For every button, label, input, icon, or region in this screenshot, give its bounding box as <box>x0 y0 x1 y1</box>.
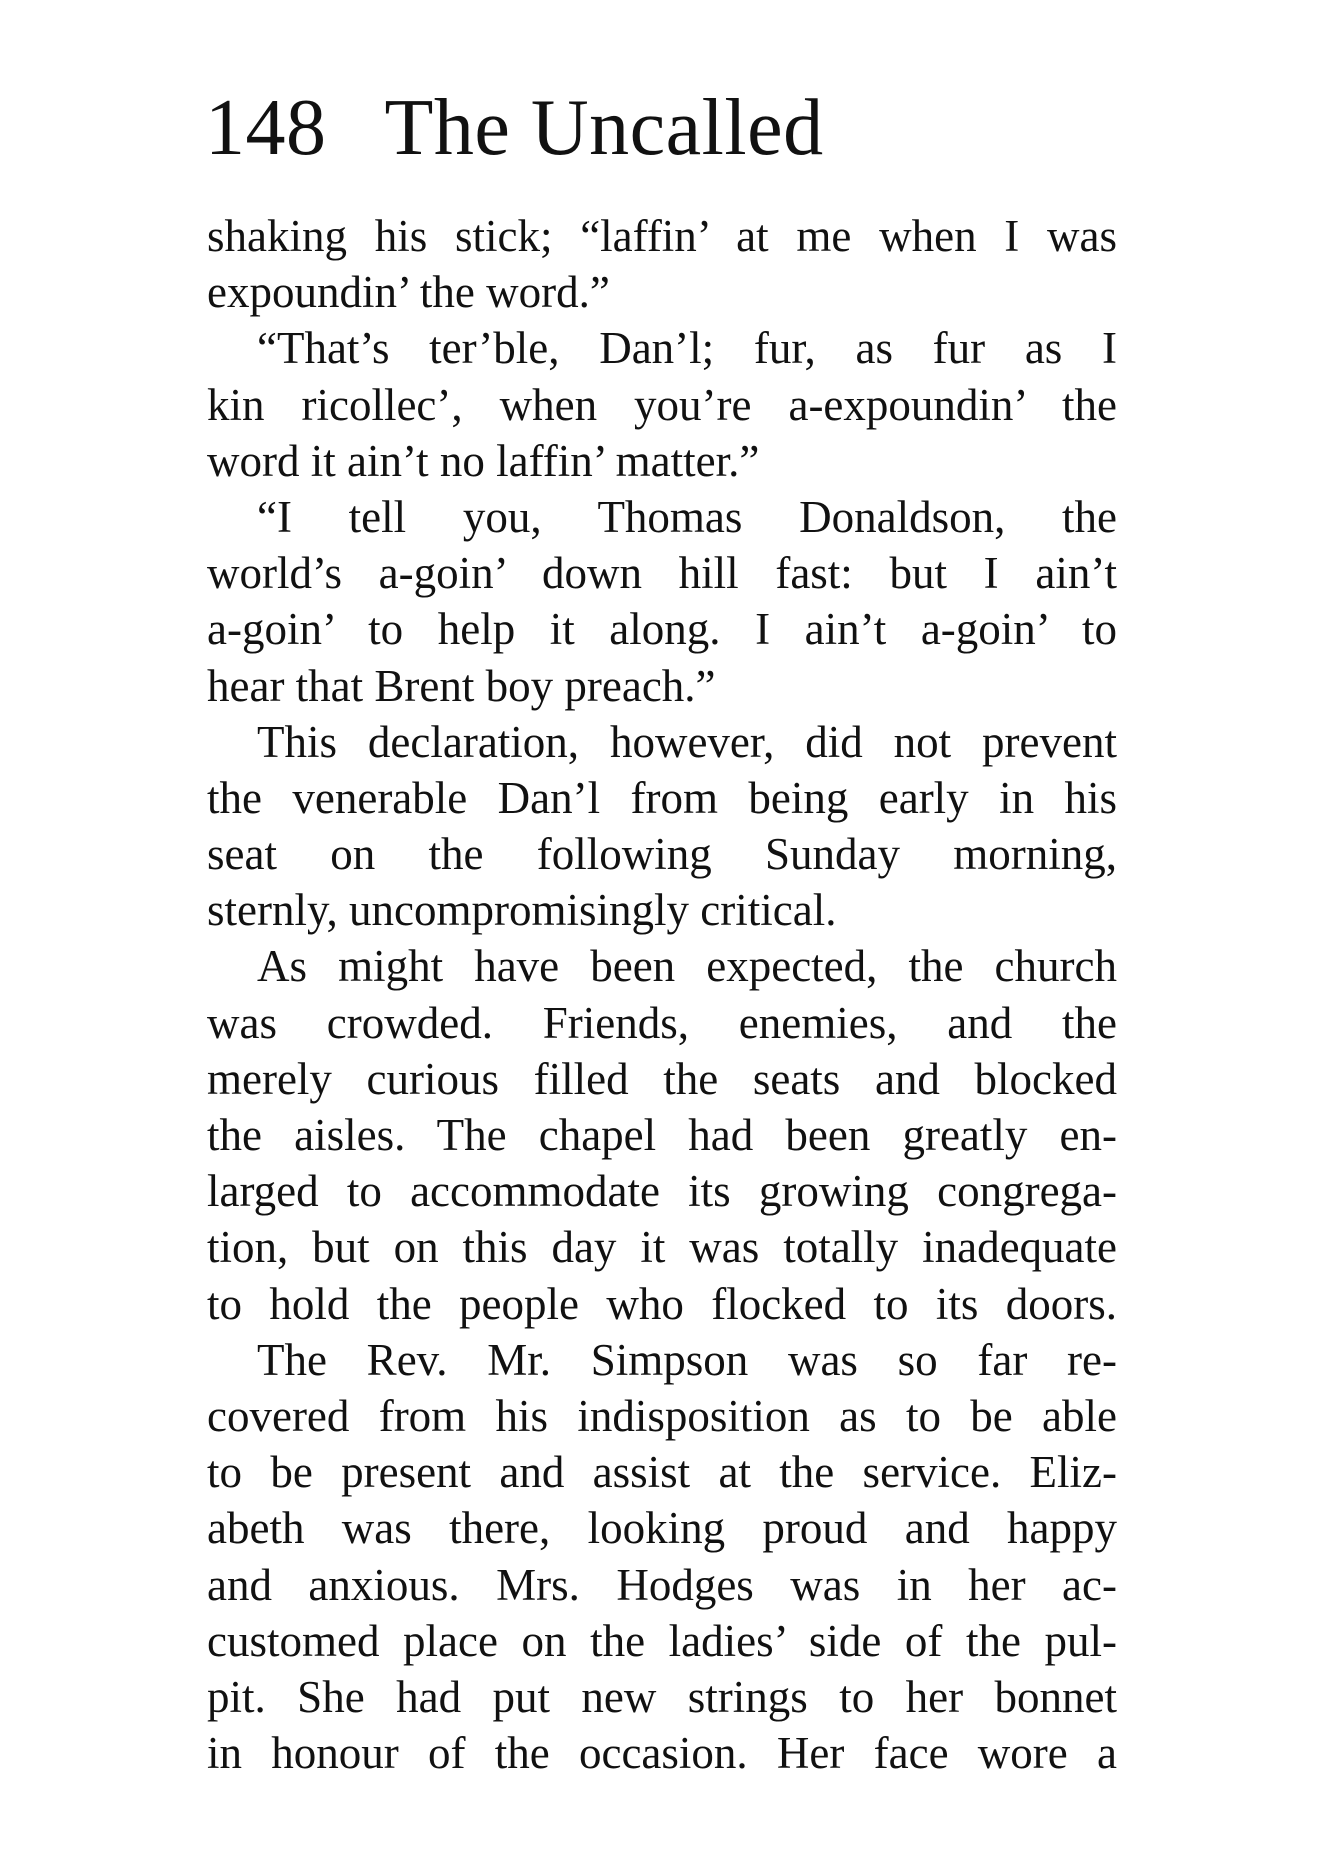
page-number: 148 <box>205 84 327 172</box>
text-line: and anxious. Mrs. Hodges was in her ac- <box>207 1559 1117 1610</box>
text-line: expoundin’ the word.” <box>207 267 610 318</box>
text-line: covered from his indisposition as to be able <box>207 1390 1117 1441</box>
text-line: abeth was there, looking proud and happy <box>207 1503 1117 1554</box>
text-line: the aisles. The chapel had been greatly en- <box>207 1110 1117 1160</box>
text-line: merely curious filled the seats and blocked <box>207 1053 1117 1104</box>
text-line: seat on the following Sunday morning, <box>207 829 1117 880</box>
text-line: was crowded. Friends, enemies, and the <box>207 997 1117 1048</box>
text-line: customed place on the ladies’ side of the pul- <box>207 1615 1117 1666</box>
text-line: to hold the people who flocked to its doors. <box>207 1278 1117 1329</box>
text-line: sternly, uncompromisingly critical. <box>207 885 837 936</box>
text-line: word it ain’t no laffin’ matter.” <box>207 435 760 486</box>
text-line: This declaration, however, did not prevent <box>257 716 1117 767</box>
text-line: a-goin’ to help it along. I ain’t a-goin’ to <box>207 604 1117 655</box>
text-line: shaking his stick; “laffin’ at me when I was <box>207 211 1117 261</box>
text-line: larged to accommodate its growing congrega- <box>207 1166 1117 1217</box>
text-line: pit. She had put new strings to her bonnet <box>207 1671 1117 1722</box>
text-line: The Rev. Mr. Simpson was so far re- <box>257 1334 1117 1385</box>
running-title: The Uncalled <box>384 84 824 172</box>
text-line: kin ricollec’, when you’re a-expoundin’ the <box>207 379 1117 430</box>
running-header <box>205 84 824 172</box>
text-line: in honour of the occasion. Her face wore a <box>207 1728 1117 1779</box>
text-line: “I tell you, Thomas Donaldson, the <box>257 491 1117 542</box>
text-line: As might have been expected, the church <box>257 941 1117 992</box>
text-line: hear that Brent boy preach.” <box>207 660 716 711</box>
body-text <box>207 208 1117 1781</box>
text-line: the venerable Dan’l from being early in his <box>207 772 1117 823</box>
text-line: to be present and assist at the service. Eliz- <box>207 1447 1117 1498</box>
text-line: tion, but on this day it was totally inadequate <box>207 1222 1117 1273</box>
text-line: world’s a-goin’ down hill fast: but I ain’t <box>207 548 1117 599</box>
text-line: “That’s ter’ble, Dan’l; fur, as fur as I <box>257 323 1117 374</box>
